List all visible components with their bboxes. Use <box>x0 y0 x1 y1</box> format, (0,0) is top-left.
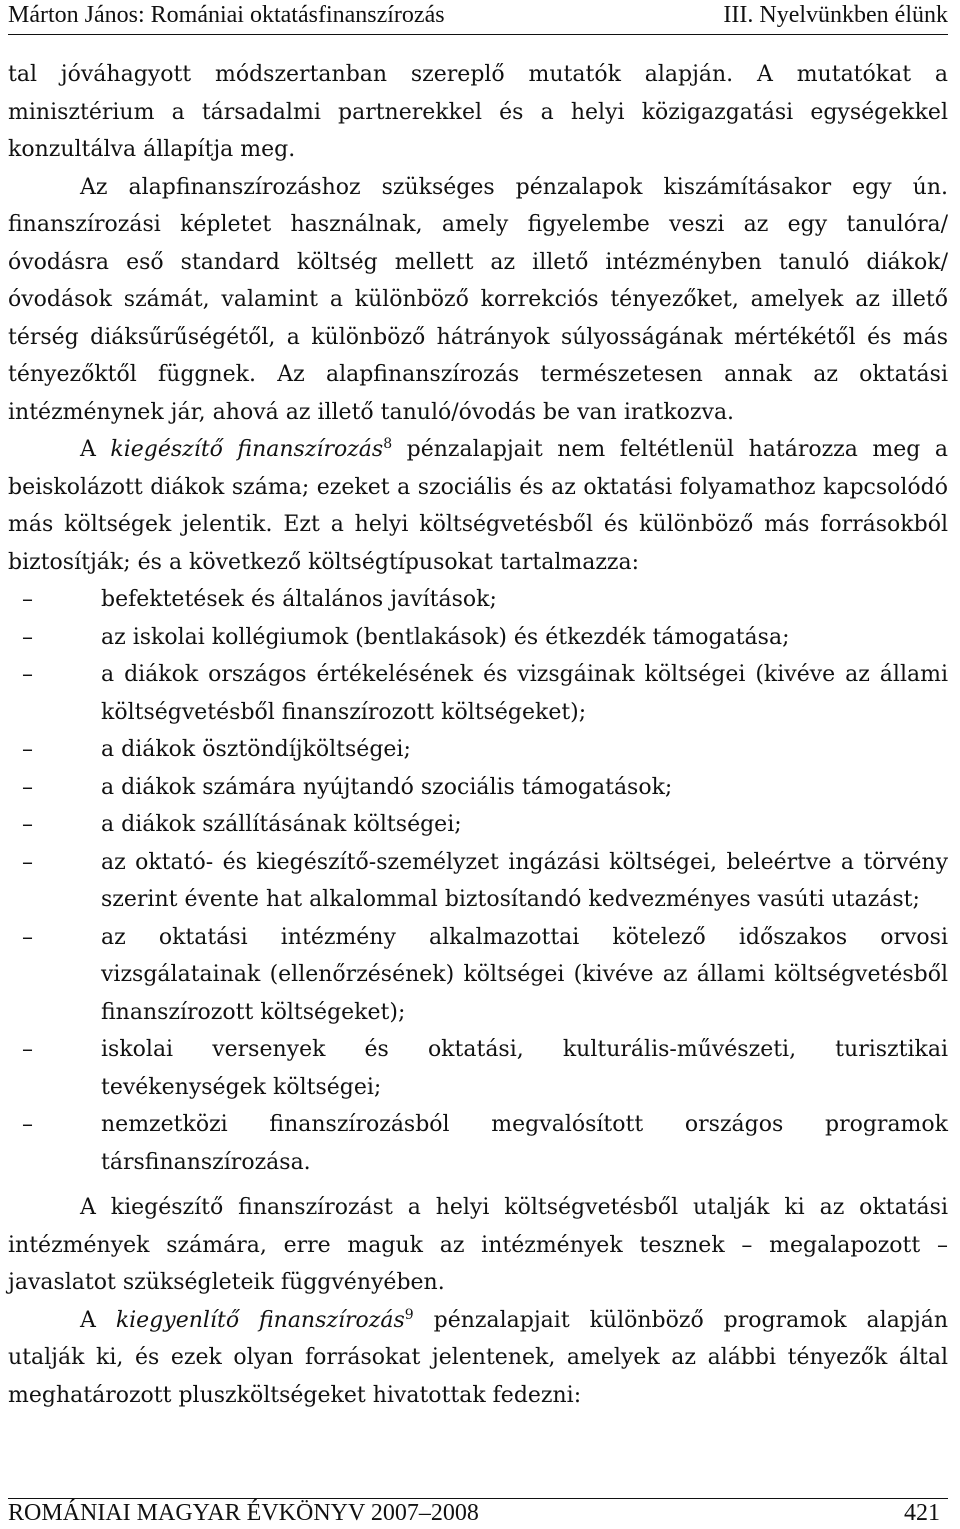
body-text <box>8 56 948 1414</box>
list-dash: – <box>22 737 33 762</box>
paragraph-2: Az alapfinanszírozáshoz szükséges pénzalapok kiszámításakor egy ún. finanszírozási képletet használnak, amely figyelembe veszi az egy tanulóra/óvodásra eső standard költség mellett az illető intézményben tanuló diákok/óvodások számát, valamint a különböző korrekciós tényezőket, amelyek az illető térség diáksűrűségétől, a különböző hátrányok súlyosságának mértékétől és más tényezőktől függnek. Az alapfinanszírozás természetesen annak az oktatási intézménynek jár, ahová az illető tanuló/óvodás be van iratkozva. <box>8 174 948 425</box>
list-dash: – <box>22 924 33 950</box>
list-dash: – <box>22 587 33 612</box>
list-item <box>8 769 948 807</box>
list-item-text: befektetések és általános javítások; <box>101 587 497 612</box>
header-author-title: Márton János: Romániai oktatásfinanszírozás <box>8 2 445 28</box>
list-item <box>8 731 948 769</box>
list-item <box>8 1106 948 1181</box>
list-dash: – <box>22 774 33 800</box>
paragraph-4: A kiegészítő finanszírozást a helyi költségvetésből utalják ki az oktatási intézmények számára, erre maguk az intézmények tesznek – megalapozott – javaslatot szükségleteik függvényében. <box>8 1195 948 1295</box>
cost-type-list <box>8 581 948 1181</box>
footnote-ref-9: 9 <box>404 1306 414 1323</box>
footer-publication-title: ROMÁNIAI MAGYAR ÉVKÖNYV 2007–2008 <box>8 1500 479 1526</box>
header-section-title: III. Nyelvünkben élünk <box>723 2 948 28</box>
list-item <box>8 1031 948 1106</box>
list-item-text: a diákok szállításának költségei; <box>101 812 462 837</box>
list-dash: – <box>22 1037 33 1062</box>
list-dash: – <box>22 662 33 687</box>
list-item-text: az oktató- és kiegészítő-személyzet ingázási költségei, beleértve a törvény szerint évente hat alkalommal biztosítandó kedvezményes vasúti utazást; <box>101 849 948 912</box>
list-item-text: nemzetközi finanszírozásból megvalósított országos programok társfinanszírozása. <box>101 1112 948 1175</box>
paragraph-1: tal jóváhagyott módszertanban szereplő mutatók alapján. A mutatókat a minisztérium a társadalmi partnerekkel és a helyi közigazgatási egységekkel konzultálva állapítja meg. <box>8 62 948 162</box>
list-dash: – <box>22 849 33 875</box>
list-item-text: a diákok országos értékelésének és vizsgáinak költségei (kivéve az állami költségvetésből finanszírozott költségeket); <box>101 662 948 725</box>
list-item <box>8 844 948 919</box>
paragraph-3 <box>8 431 948 581</box>
list-dash: – <box>22 812 33 837</box>
list-item <box>8 619 948 657</box>
footnote-ref-8: 8 <box>383 436 393 452</box>
term-kiegeszito: kiegészítő finanszírozás <box>110 437 384 462</box>
running-header <box>8 0 948 35</box>
paragraph-3-lead: A <box>80 437 111 462</box>
list-item-text: az oktatási intézmény alkalmazottai kötelező időszakos orvosi vizsgálatainak (ellenőrzésének) költségei (kivéve az állami költségvetésből finanszírozott költségeket); <box>101 924 948 1025</box>
list-item-text: az iskolai kollégiumok (bentlakások) és étkezdék támogatása; <box>101 624 790 650</box>
list-item <box>8 919 948 1032</box>
list-item-text: a diákok számára nyújtandó szociális támogatások; <box>101 774 673 800</box>
term-kiegyenlito: kiegyenlítő finanszírozás <box>115 1307 405 1333</box>
list-item <box>8 656 948 731</box>
list-item-text: iskolai versenyek és oktatási, kulturális-művészeti, turisztikai tevékenységek költségei; <box>101 1037 948 1100</box>
paragraph-5-rest: pénzalapjait különböző programok alapján utalják ki, és ezek olyan forrásokat jelentenek, amelyek az alábbi tényezők által meghatározott pluszköltségeket hivatottak fedezni: <box>8 1307 948 1408</box>
list-dash: – <box>22 1112 33 1137</box>
list-item <box>8 581 948 619</box>
list-dash: – <box>22 624 33 650</box>
paragraph-3-rest: pénzalapjait nem feltétlenül határozza meg a beiskolázott diákok száma; ezeket a szociális és az oktatási folyamathoz kapcsolódó más költségek jelentik. Ezt a helyi költségvetésből és különböző más forrásokból biztosítják; és a következő költségtípusokat tartalmazza: <box>8 437 948 575</box>
list-item-text: a diákok ösztöndíjköltségei; <box>101 737 411 762</box>
list-item <box>8 806 948 844</box>
paragraph-5-lead: A <box>80 1307 116 1333</box>
running-footer <box>8 1498 948 1529</box>
page-number: 421 <box>904 1500 940 1526</box>
paragraph-5 <box>8 1302 948 1415</box>
